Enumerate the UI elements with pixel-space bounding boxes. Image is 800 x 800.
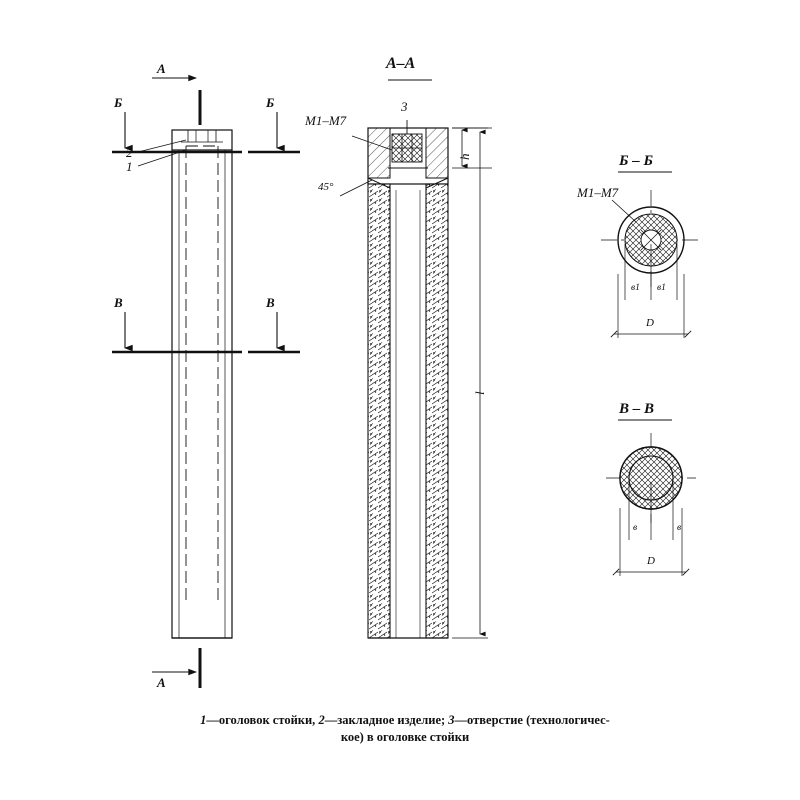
elevation-view xyxy=(112,78,300,688)
callout-1: 1 xyxy=(126,159,133,174)
bolts-label-bb: М1–М7 xyxy=(577,185,619,200)
wall-dim-b1-left: в1 xyxy=(631,283,640,293)
wall-dim-b1-right: в1 xyxy=(657,283,666,293)
section-mark-v-left: В xyxy=(114,295,123,310)
caption-text-1: —оголовок стойки, xyxy=(206,713,319,727)
dimension-h: h xyxy=(457,153,472,160)
view-title-bb: Б – Б xyxy=(619,153,654,169)
caption-line-1 xyxy=(200,713,610,727)
caption-text-2: —закладное изделие; xyxy=(324,713,449,727)
wall-dim-b-left: в xyxy=(633,523,638,533)
section-mark-b-left: Б xyxy=(114,95,123,110)
angle-dimension: 45° xyxy=(318,181,334,193)
figure-caption xyxy=(70,712,740,746)
section-mark-b-right: Б xyxy=(266,95,275,110)
wall-dim-b-right: в xyxy=(677,523,682,533)
section-mark-v-right: В xyxy=(266,295,275,310)
caption-num-2: 2 xyxy=(318,713,325,727)
diameter-dim-bb: D xyxy=(646,317,654,329)
bolts-label-aa: М1–М7 xyxy=(305,113,347,128)
caption-line-2: кое) в оголовке стойки xyxy=(340,729,470,744)
caption-text-3: —отверстие (технологичес- xyxy=(454,713,610,727)
section-aa-view xyxy=(340,80,492,638)
section-mark-a-bottom: А xyxy=(157,675,166,690)
diameter-dim-vv: D xyxy=(647,555,655,567)
caption-num-1: 1 xyxy=(200,713,207,727)
callout-2: 2 xyxy=(126,145,133,160)
view-title-aa: А–А xyxy=(386,55,416,72)
caption-num-3: 3 xyxy=(448,713,455,727)
view-title-vv: В – В xyxy=(619,401,655,417)
section-mark-a-top: А xyxy=(157,61,166,76)
section-vv-view xyxy=(606,420,696,576)
dimension-l: l xyxy=(472,391,487,395)
callout-3: 3 xyxy=(401,99,408,114)
